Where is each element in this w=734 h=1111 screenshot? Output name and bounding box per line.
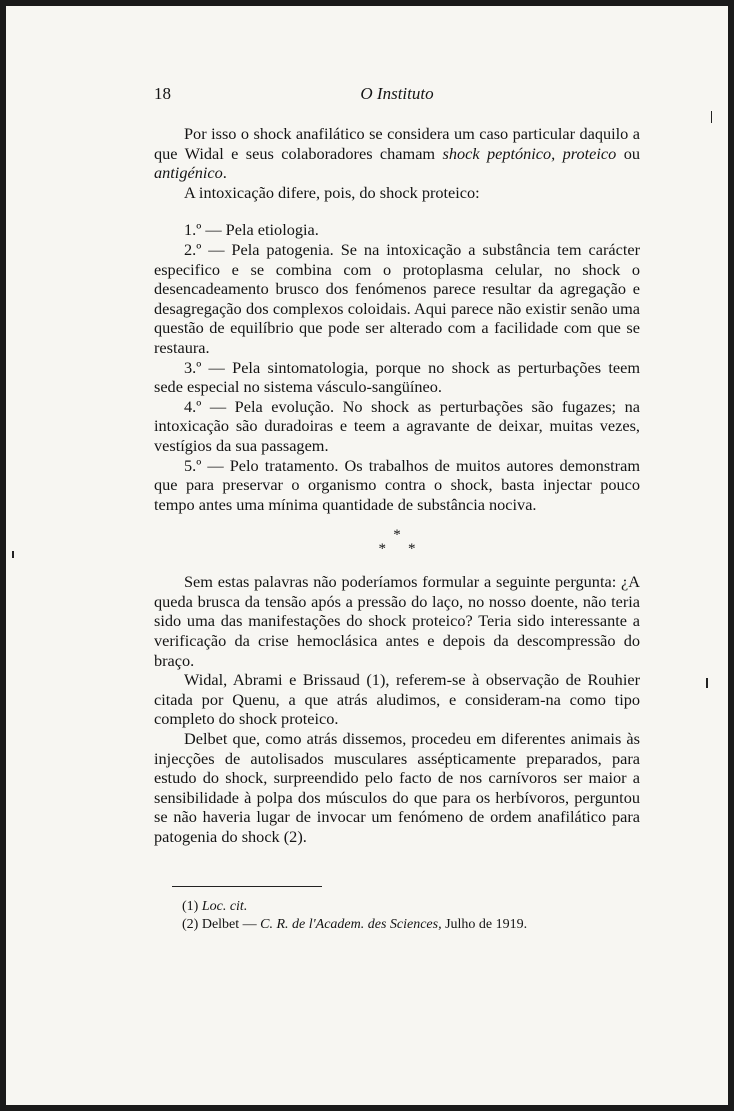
page-number: 18 [154, 84, 171, 103]
scan-speck [711, 111, 712, 123]
paragraph: Por isso o shock anafilático se considera um caso particular daquilo a que Widal e seus colaboradores chamam shock peptónico, proteico ou antigénico. [154, 124, 640, 183]
scan-speck [12, 551, 14, 558]
footnote-title: C. R. de l'Academ. des Sciences, [260, 917, 442, 932]
page-header [154, 84, 640, 108]
paragraph: Widal, Abrami e Brissaud (1), referem-se à observação de Rouhier citada por Quenu, a que atrás aludimos, e consideram-na como tipo completo do shock proteico. [154, 670, 640, 729]
scan-speck [706, 678, 708, 688]
asterism-top: * [393, 527, 401, 544]
list-item-3: 3.º — Pela sintomatologia, porque no shock as perturbações teem sede especial no sistema vásculo-sangüíneo. [154, 357, 640, 397]
asterism-divider [154, 528, 640, 556]
body-text [154, 124, 640, 847]
asterism-bottom: ** [378, 541, 438, 558]
footnotes [182, 898, 642, 934]
footnote-date: Julho de 1919. [441, 917, 528, 932]
footnote-divider [172, 886, 322, 887]
paragraph: Delbet que, como atrás dissemos, procedeu em diferentes animais às injecções de autolisados musculares assépticamente preparados, para estudo do shock, surpreendido pelo facto de nos carnívoros ser maior a sensibilidade à polpa dos músculos do que para os herbívoros, perguntou se não haveria lugar de invocar um fenómeno de ordem anafilático para patogenia do shock (2). [154, 729, 640, 846]
footnote-2 [182, 916, 642, 934]
paragraph: Sem estas palavras não poderíamos formular a seguinte pergunta: ¿A queda brusca da tensão após a pressão do laço, no nosso doente, não teria sido uma das manifestações do shock proteico? Teria sido interessante a verificação da crise hemoclásica antes e depois da descompressão do braço. [154, 572, 640, 670]
footnote-text: Loc. cit. [201, 899, 248, 914]
document-page [6, 6, 728, 1105]
italic-term: shock peptónico, proteico [442, 143, 617, 163]
footnote-1 [182, 898, 642, 916]
list-item-4: 4.º — Pela evolução. No shock as perturbações são fugazes; na intoxicação são duradoiras e teem a agravante de deixar, muitas vezes, vestígios da sua passagem. [154, 396, 640, 455]
footnote-number: (1) [182, 899, 199, 914]
list-item-5: 5.º — Pelo tratamento. Os trabalhos de muitos autores demonstram que para preservar o organismo contra o shock, basta injectar pouco tempo antes uma mínima quantidade de substância nociva. [154, 455, 640, 514]
running-title: O Instituto [360, 84, 434, 103]
footnote-number: (2) [182, 917, 199, 932]
footnote-author: Delbet — [201, 917, 261, 932]
paragraph: A intoxicação difere, pois, do shock proteico: [184, 182, 480, 202]
list-item-1: 1.º — Pela etiologia. [184, 220, 319, 240]
list-item-2: 2.º — Pela patogenia. Se na intoxicação a substância tem carácter especifico e se combina com o protoplasma celular, no shock o desencadeamento brusco dos fenómenos parece resultar da agregação e desagregação dos complexos coloidais. Aqui parece não existir senão uma questão de equilíbrio que pode ser alterado com a facilidade com que se restaura. [154, 239, 640, 357]
italic-term: antigénico [154, 163, 223, 183]
